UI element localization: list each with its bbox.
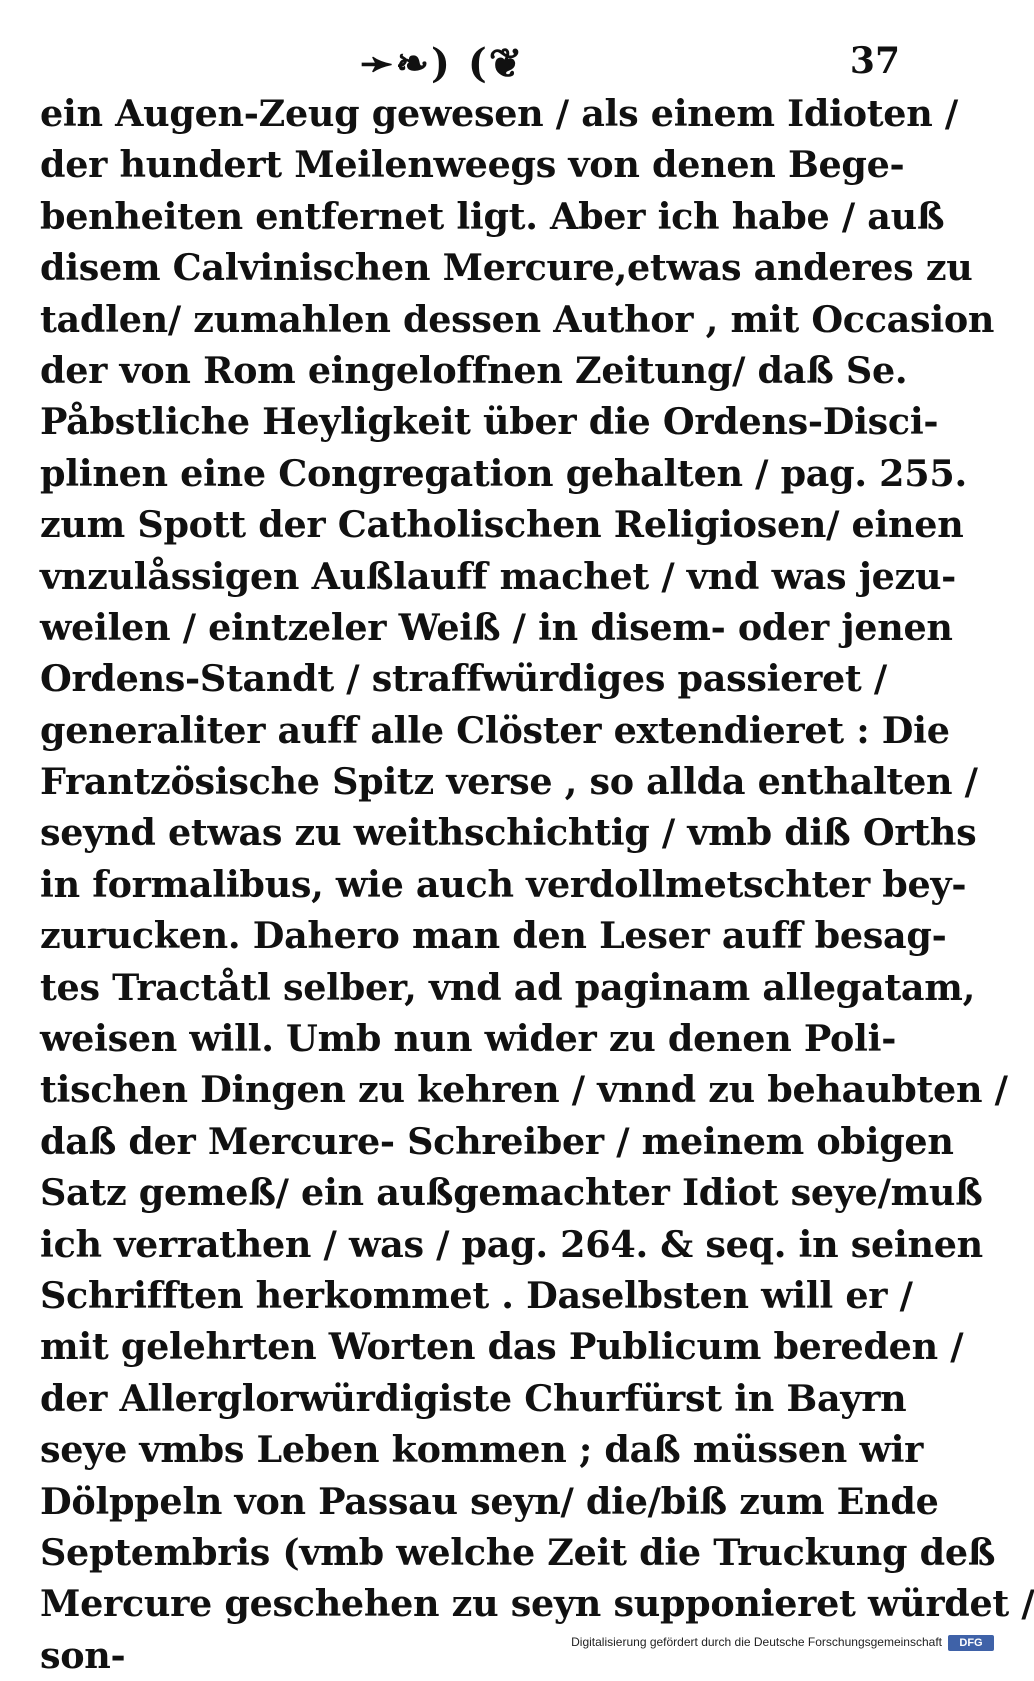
page-number: 37 bbox=[849, 40, 900, 82]
text-line: tadlen/ zumahlen dessen Author , mit Occasion bbox=[40, 297, 995, 341]
text-line: benheiten entfernet ligt. Aber ich habe / auß bbox=[40, 194, 945, 238]
text-line: disem Calvinischen Mercure,etwas anderes zu bbox=[40, 246, 973, 290]
text-line: Ordens-Standt / straffwürdiges passieret / bbox=[40, 657, 887, 701]
text-line: ein Augen-Zeug gewesen / als einem Idioten / bbox=[40, 92, 958, 135]
text-line: tes Tractåtl selber, vnd ad paginam allegatam, bbox=[40, 965, 976, 1009]
text-line: der von Rom eingeloffnen Zeitung/ daß Se. bbox=[40, 348, 908, 392]
text-line: Påbstliche Heyligkeit über die Ordens-Disci- bbox=[40, 400, 939, 444]
text-line: weisen will. Umb nun wider zu denen Poli- bbox=[40, 1017, 897, 1061]
text-line: Dölppeln von Passau seyn/ die/biß zum Ende bbox=[40, 1479, 939, 1523]
text-line: zurucken. Dahero man den Leser auff besag- bbox=[40, 914, 947, 958]
dfg-logo: DFG bbox=[948, 1635, 994, 1651]
text-line: ich verrathen / was / pag. 264. & seq. in seinen bbox=[40, 1222, 983, 1266]
text-line: Septembris (vmb welche Zeit die Truckung deß bbox=[40, 1530, 996, 1574]
text-line: Frantzösische Spitz verse , so allda enthalten / bbox=[40, 760, 978, 804]
text-line: weilen / eintzeler Weiß / in disem- oder jenen bbox=[40, 605, 953, 649]
text-line: Mercure geschehen zu seyn supponieret würdet / bbox=[40, 1582, 1034, 1626]
text-line: zum Spott der Catholischen Religiosen/ einen bbox=[40, 503, 964, 547]
text-line: generaliter auff alle Clöster extendieret : Die bbox=[40, 708, 950, 752]
text-line: daß der Mercure- Schreiber / meinem obigen bbox=[40, 1119, 954, 1163]
text-line: tischen Dingen zu kehren / vnnd zu behaubten / bbox=[40, 1068, 1008, 1112]
text-line: Schrifften herkommet . Daselbsten will er / bbox=[40, 1273, 913, 1317]
text-line: seynd etwas zu weithschichtig / vmb diß Orths bbox=[40, 811, 977, 855]
text-line: Satz gemeß/ ein außgemachter Idiot seye/muß bbox=[40, 1171, 983, 1215]
digitization-credit: Digitalisierung gefördert durch die Deutsche Forschungsgemeinschaft bbox=[571, 1635, 942, 1649]
text-line: der hundert Meilenweegs von denen Bege- bbox=[40, 143, 905, 187]
text-line: vnzulåssigen Außlauff machet / vnd was jezu- bbox=[40, 554, 957, 598]
text-line: mit gelehrten Worten das Publicum bereden / bbox=[40, 1325, 964, 1369]
text-line: seye vmbs Leben kommen ; daß müssen wir bbox=[40, 1428, 924, 1472]
page-header bbox=[40, 40, 900, 88]
text-line: der Allerglorwürdigiste Churfürst in Bayrn bbox=[40, 1376, 907, 1420]
header-ornament: ➛❧) (❦ bbox=[360, 40, 525, 87]
text-line: plinen eine Congregation gehalten / pag. 255. bbox=[40, 451, 967, 495]
text-line: son- bbox=[40, 1633, 126, 1677]
text-line: in formalibus, wie auch verdollmetschter bey- bbox=[40, 862, 967, 906]
